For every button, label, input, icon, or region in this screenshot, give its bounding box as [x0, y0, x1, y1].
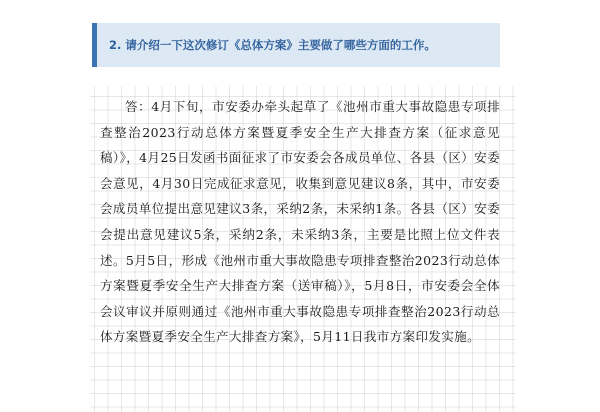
- question-text: 2. 请介绍一下这次修订《总体方案》主要做了哪些方面的工作。: [109, 38, 436, 52]
- question-banner: [92, 23, 500, 67]
- answer-paragraph: 答：4月下旬，市安委办牵头起草了《池州市重大事故隐患专项排查整治2023行动总体方案暨夏季安全生产大排查方案（征求意见稿）》，4月25日发函书面征求了市安委会各成员单位、各县（区）安委会意见，4月30日完成征求意见，收集到意见建议8条，其中，市安委会成员单位提出意见建议3条，采纳2条，未采纳1条。各县（区）安委会提出意见建议5条，采纳2条，未采纳3条，主要是比照上位文件表述。5月5日，形成《池州市重大事故隐患专项排查整治2023行动总体方案暨夏季安全生产大排查方案（送审稿）》，5月8日，市安委会全体会议审议并原则通过《池州市重大事故隐患专项排查整治2023行动总体方案暨夏季安全生产大排查方案》，5月11日我市方案印发实施。: [100, 99, 500, 345]
